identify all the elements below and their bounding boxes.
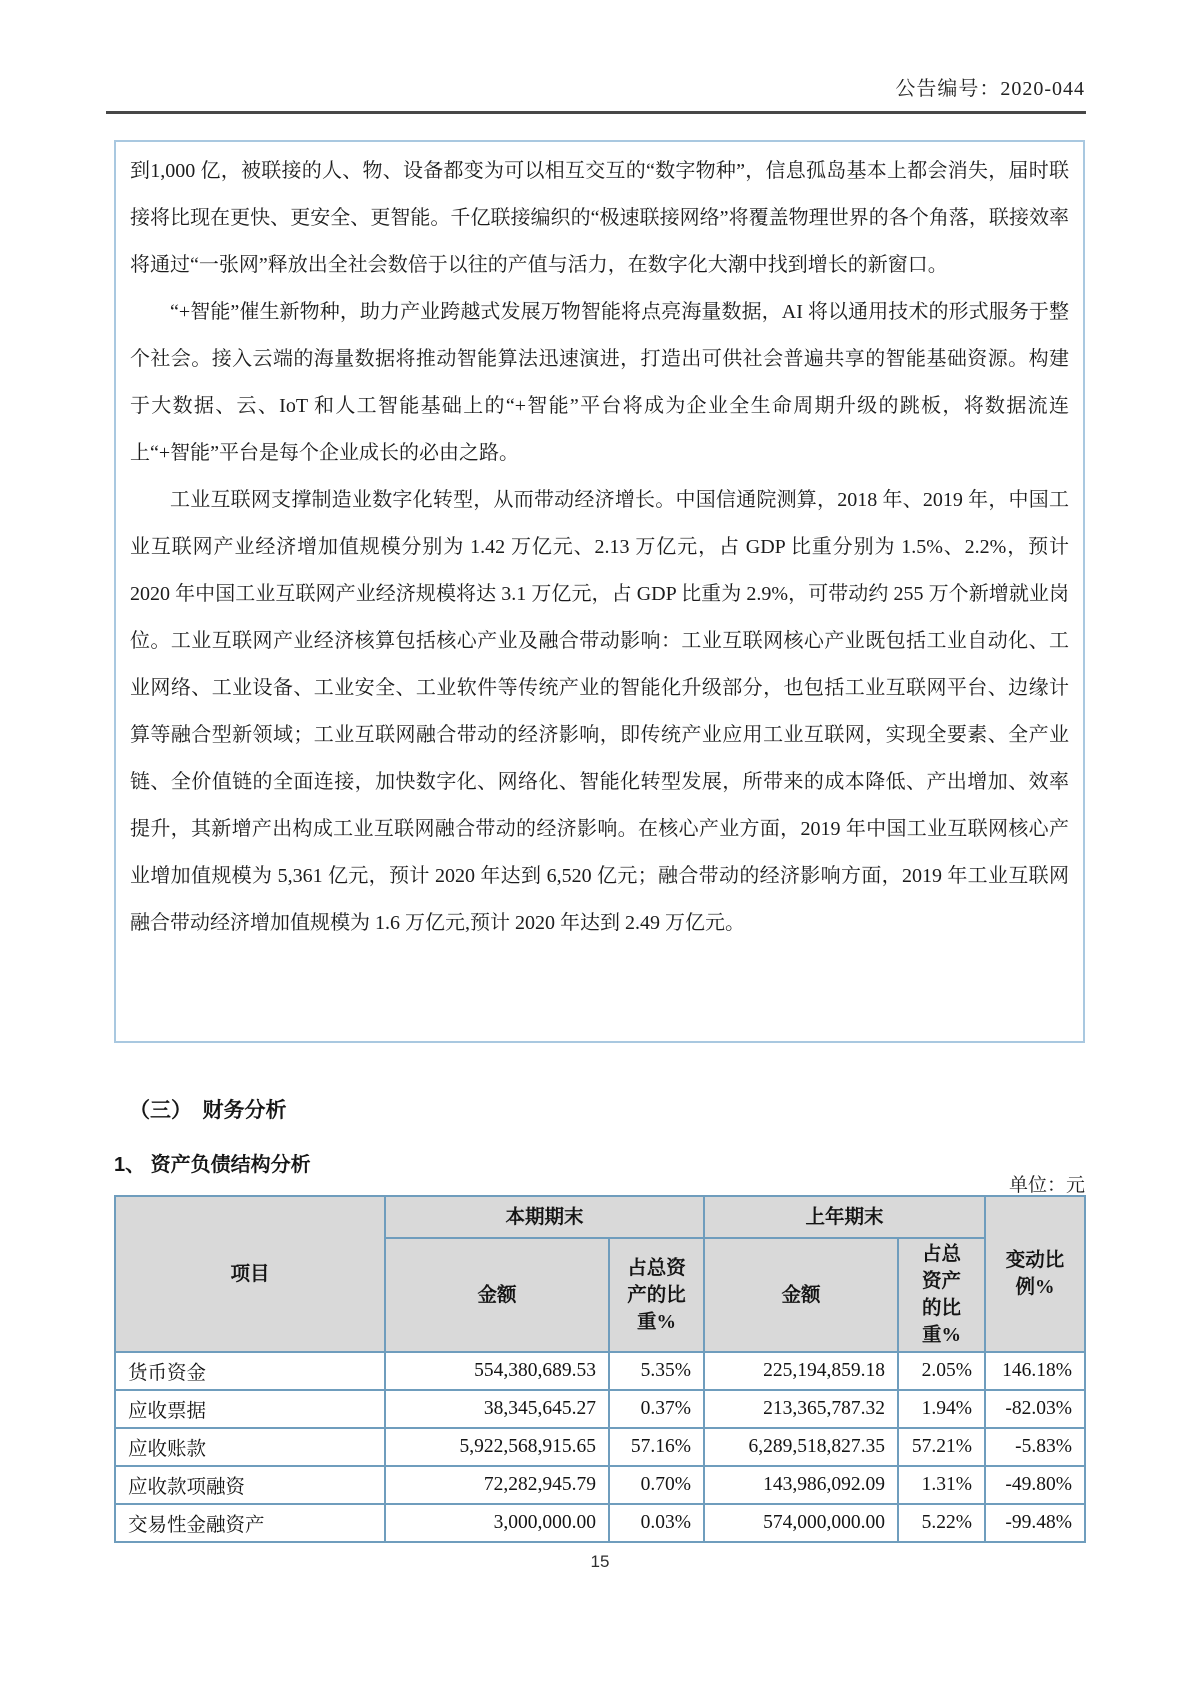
amount-prior-cell: 143,986,092.09 bbox=[704, 1466, 898, 1504]
header-cell-current-period: 本期期末 bbox=[385, 1196, 704, 1238]
amount-current-cell: 554,380,689.53 bbox=[385, 1352, 609, 1390]
body-text-box bbox=[114, 140, 1085, 1043]
item-cell: 应收票据 bbox=[115, 1390, 385, 1428]
header-cell-amount-prior: 金额 bbox=[704, 1238, 898, 1352]
change-ratio-cell: -82.03% bbox=[985, 1390, 1085, 1428]
table-row bbox=[115, 1428, 1085, 1466]
pct-prior-cell: 1.94% bbox=[898, 1390, 985, 1428]
table-header bbox=[115, 1196, 1085, 1352]
pct-prior-cell: 5.22% bbox=[898, 1504, 985, 1542]
paragraph-ai: “+智能”催生新物种，助力产业跨越式发展万物智能将点亮海量数据，AI 将以通用技术的形式服务于整个社会。接入云端的海量数据将推动智能算法迅速演进，打造出可供社会普遍共享的智能基础资源。构建于大数据、云、IoT 和人工智能基础上的“+智能”平台将成为企业全生命周期升级的跳板，将数据流连上“+智能”平台是每个企业成长的必由之路。 bbox=[130, 301, 1069, 464]
balance-structure-table bbox=[114, 1195, 1086, 1543]
item-cell: 交易性金融资产 bbox=[115, 1504, 385, 1542]
pct-current-cell: 0.70% bbox=[609, 1466, 704, 1504]
pct-prior-cell: 1.31% bbox=[898, 1466, 985, 1504]
change-ratio-cell: -99.48% bbox=[985, 1504, 1085, 1542]
unit-note: 单位：元 bbox=[1008, 1175, 1085, 1196]
amount-current-cell: 5,922,568,915.65 bbox=[385, 1428, 609, 1466]
header-cell-item: 项目 bbox=[115, 1196, 385, 1352]
amount-current-cell: 38,345,645.27 bbox=[385, 1390, 609, 1428]
header-cell-prior-period: 上年期末 bbox=[704, 1196, 985, 1238]
table-row bbox=[115, 1352, 1085, 1390]
paragraph-connectivity: 到1,000 亿，被联接的人、物、设备都变为可以相互交互的“数字物种”，信息孤岛基本上都会消失，届时联接将比现在更快、更安全、更智能。千亿联接编织的“极速联接网络”将覆盖物理世界的各个角落，联接效率将通过“一张网”释放出全社会数倍于以往的产值与活力，在数字化大潮中找到增长的新窗口。 bbox=[130, 160, 1069, 276]
change-ratio-cell: -49.80% bbox=[985, 1466, 1085, 1504]
header-divider bbox=[106, 111, 1086, 114]
amount-prior-cell: 213,365,787.32 bbox=[704, 1390, 898, 1428]
item-cell: 应收账款 bbox=[115, 1428, 385, 1466]
change-ratio-cell: -5.83% bbox=[985, 1428, 1085, 1466]
table-row bbox=[115, 1504, 1085, 1542]
paragraph-industrial-internet: 工业互联网支撑制造业数字化转型，从而带动经济增长。中国信通院测算，2018 年、2019 年，中国工业互联网产业经济增加值规模分别为 1.42 万亿元、2.13 万亿元，占 GDP 比重分别为 1.5%、2.2%，预计 2020 年中国工业互联网产业经济规模将达 3.1 万亿元，占 GDP 比重为 2.9%，可带动约 255 万个新增就业岗位。工业互联网产业经济核算包括核心产业及融合带动影响：工业互联网核心产业既包括工业自动化、工业网络、工业设备、工业安全、工业软件等传统产业的智能化升级部分，也包括工业互联网平台、边缘计算等融合型新领域；工业互联网融合带动的经济影响，即传统产业应用工业互联网，实现全要素、全产业链、全价值链的全面连接，加快数字化、网络化、智能化转型发展，所带来的成本降低、产出增加、效率提升，其新增产出构成工业互联网融合带动的经济影响。在核心产业方面，2019 年中国工业互联网核心产业增加值规模为 5,361 亿元，预计 2020 年达到 6,520 亿元；融合带动的经济影响方面，2019 年工业互联网融合带动经济增加值规模为 1.6 万亿元,预计 2020 年达到 2.49 万亿元。 bbox=[130, 489, 1069, 934]
header-cell-pct-current: 占总资产的比重% bbox=[609, 1238, 704, 1352]
pct-current-cell: 5.35% bbox=[609, 1352, 704, 1390]
amount-prior-cell: 225,194,859.18 bbox=[704, 1352, 898, 1390]
pct-current-cell: 0.03% bbox=[609, 1504, 704, 1542]
amount-prior-cell: 6,289,518,827.35 bbox=[704, 1428, 898, 1466]
item-cell: 应收款项融资 bbox=[115, 1466, 385, 1504]
header-cell-amount-current: 金额 bbox=[385, 1238, 609, 1352]
header-cell-pct-prior: 占总资产的比重% bbox=[898, 1238, 985, 1352]
announcement-number: 公告编号：2020-044 bbox=[895, 78, 1085, 100]
item-cell: 货币资金 bbox=[115, 1352, 385, 1390]
amount-prior-cell: 574,000,000.00 bbox=[704, 1504, 898, 1542]
table-row bbox=[115, 1390, 1085, 1428]
amount-current-cell: 3,000,000.00 bbox=[385, 1504, 609, 1542]
table-row bbox=[115, 1466, 1085, 1504]
pct-current-cell: 0.37% bbox=[609, 1390, 704, 1428]
section-heading-finance-analysis: （三） 财务分析 bbox=[129, 1099, 287, 1122]
page-number: 15 bbox=[590, 1552, 610, 1571]
table-header-group-row bbox=[115, 1196, 1085, 1238]
change-ratio-cell: 146.18% bbox=[985, 1352, 1085, 1390]
pct-prior-cell: 57.21% bbox=[898, 1428, 985, 1466]
header-cell-change-ratio: 变动比例% bbox=[985, 1196, 1085, 1352]
subsection-heading-balance-structure: 1、 资产负债结构分析 bbox=[114, 1154, 311, 1176]
amount-current-cell: 72,282,945.79 bbox=[385, 1466, 609, 1504]
pct-current-cell: 57.16% bbox=[609, 1428, 704, 1466]
pct-prior-cell: 2.05% bbox=[898, 1352, 985, 1390]
